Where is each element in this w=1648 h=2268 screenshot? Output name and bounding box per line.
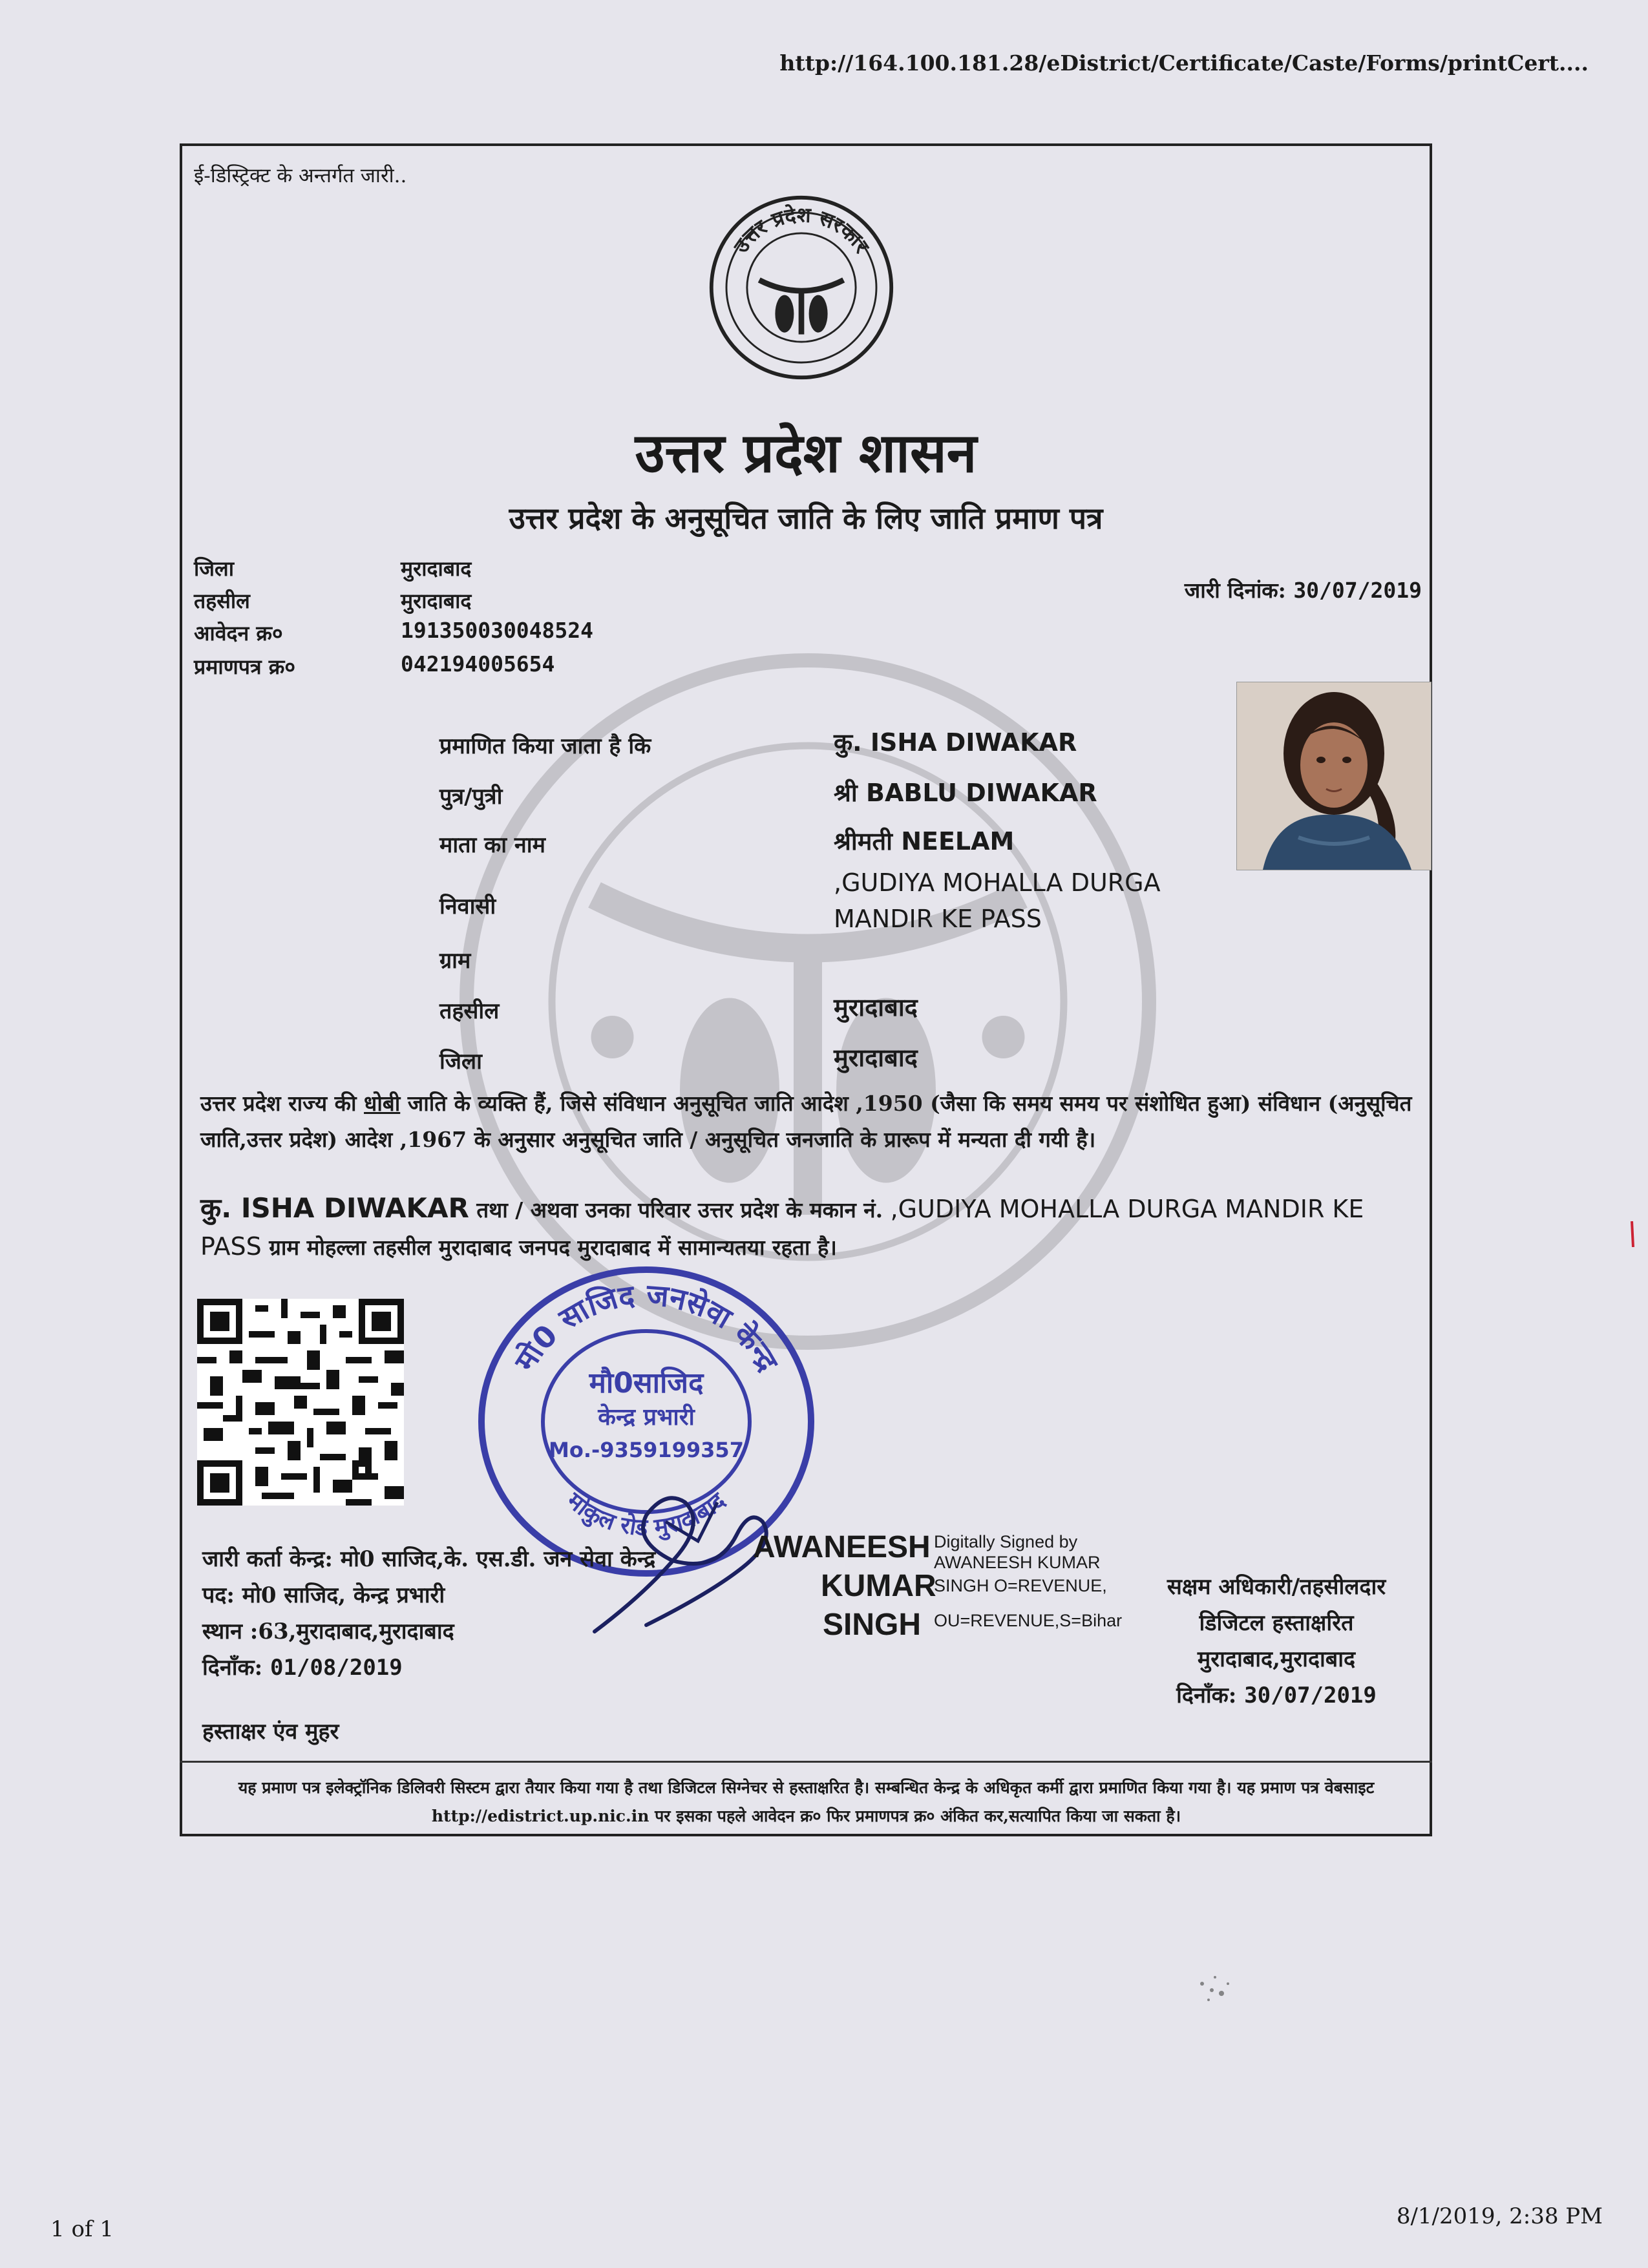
resident-address-line-1: ,GUDIYA MOHALLA DURGA: [834, 868, 1161, 897]
print-timestamp: 8/1/2019, 2:38 PM: [1396, 2203, 1603, 2229]
competent-officer-block: [1125, 1569, 1428, 1714]
digital-signer-name: [753, 1528, 936, 1644]
meta-district-value: मुरादाबाद: [401, 556, 472, 581]
field-mother-label: माता का नाम: [439, 832, 545, 858]
issuing-center-block: [202, 1541, 655, 1686]
scan-smudge-icon: [1183, 1958, 1247, 2022]
father-name: श्री BABLU DIWAKAR: [834, 779, 1097, 807]
mother-name: श्रीमती NEELAM: [834, 827, 1015, 856]
meta-certificate-value: 042194005654: [401, 651, 555, 677]
residence-applicant-name: कु. ISHA DIWAKAR: [200, 1192, 469, 1224]
svg-text:उत्तर प्रदेश सरकार: उत्तर प्रदेश सरकार: [728, 202, 874, 258]
signer-name-line-3: SINGH: [823, 1608, 922, 1642]
field-village-label: ग्राम: [439, 948, 471, 974]
resident-address-line-2: MANDIR KE PASS: [834, 905, 1042, 933]
officer-digital-sign: डिजिटल हस्ताक्षरित: [1199, 1610, 1354, 1636]
residence-address: ,GUDIYA MOHALLA DURGA MANDIR KE PASS: [200, 1195, 1364, 1261]
caste-name: धोबी: [364, 1091, 401, 1116]
declaration-end: जाति के व्यक्ति हैं, जिसे संविधान अनुसूचित जाति आदेश ,1950 (जैसा कि समय समय पर संशोधित हुआ) संविधान (अनुसूचित जाति,उत्तर प्रदेश) आदेश ,1967 के अनुसार अनुसूचित जाति / अनुसूचित जनजाति के प्रारूप में मन्यता दी गयी है।: [200, 1091, 1412, 1152]
resident-address: [834, 865, 1161, 937]
qr-code-icon: [197, 1299, 404, 1506]
svg-text:मोकुल रोड मुरादाबाद: मोकुल रोड मुरादाबाद: [562, 1487, 731, 1542]
meta-tehsil-label: तहसील: [194, 589, 250, 613]
issuing-place: स्थान :63,मुरादाबाद,मुरादाबाद: [202, 1619, 454, 1644]
issuing-post: पद: मो0 साजिद, केन्द्र प्रभारी: [202, 1582, 445, 1608]
certificate-title: उत्तर प्रदेश शासन: [635, 421, 977, 485]
digital-signature-details: [934, 1531, 1122, 1631]
issue-date: [1185, 575, 1422, 604]
stamp-role: केन्द्र प्रभारी: [598, 1404, 695, 1431]
residence-mid: तथा / अथवा उनका परिवार उत्तर प्रदेश के मकान नं.: [469, 1197, 891, 1223]
officer-place: मुरादाबाद,मुरादाबाद: [1197, 1646, 1356, 1672]
officer-date: [1125, 1677, 1428, 1714]
field-tehsil-label: तहसील: [439, 998, 500, 1024]
applicant-photo: [1236, 682, 1431, 870]
meta-certificate-label: प्रमाणपत्र क्र०: [194, 655, 295, 679]
digital-sig-line-3: SINGH O=REVENUE,: [934, 1576, 1107, 1595]
field-child-of-label: पुत्र/पुत्री: [439, 784, 503, 810]
issue-date-value: 30/07/2019: [1293, 578, 1422, 603]
residence-end: ग्राम मोहल्ला तहसील मुरादाबाद जनपद मुरादाबाद में सामान्यतया रहता है।: [261, 1235, 837, 1260]
residence-declaration: [200, 1190, 1428, 1266]
stamp-name: मौ0साजिद: [589, 1367, 704, 1400]
digital-sig-line-4: OU=REVENUE,S=Bihar: [934, 1611, 1123, 1630]
print-url: http://164.100.181.28/eDistrict/Certificate/Caste/Forms/printCert....: [779, 50, 1589, 76]
certificate-subtitle: उत्तर प्रदेश के अनुसूचित जाति के लिए जाति प्रमाण पत्र: [509, 501, 1103, 536]
meta-application-value: 191350030048524: [401, 618, 594, 643]
page-count: 1 of 1: [50, 2216, 114, 2242]
issuing-date: [202, 1650, 655, 1686]
caste-declaration: [200, 1086, 1428, 1158]
stamp-mobile: Mo.-9359199357: [549, 1438, 744, 1462]
issuing-date-label: दिनाँक:: [202, 1655, 263, 1681]
up-govt-emblem-icon: [708, 194, 895, 381]
applicant-name: कु. ISHA DIWAKAR: [834, 728, 1077, 757]
officer-date-label: दिनाँक:: [1176, 1683, 1237, 1708]
svg-text:मो0 साजिद जनसेवा केन्द्र: मो0 साजिद जनसेवा केन्द्र: [507, 1277, 786, 1378]
officer-title: सक्षम अधिकारी/तहसीलदार: [1167, 1574, 1386, 1600]
declaration-start: उत्तर प्रदेश राज्य की: [200, 1091, 364, 1116]
meta-district-label: जिला: [194, 556, 235, 581]
scan-mark-icon: [1625, 1221, 1638, 1247]
digital-sig-line-1: Digitally Signed by: [934, 1532, 1078, 1551]
notice-divider: [180, 1761, 1432, 1763]
signature-and-seal-label: हस्ताक्षर एंव मुहर: [202, 1719, 339, 1745]
field-certified-label: प्रमाणित किया जाता है कि: [439, 733, 651, 759]
officer-date-value: 30/07/2019: [1244, 1683, 1377, 1708]
field-district-label: जिला: [439, 1049, 482, 1075]
meta-application-label: आवेदन क्र०: [194, 621, 283, 646]
signer-name-line-2: KUMAR: [821, 1569, 936, 1603]
field-tehsil-value: मुरादाबाद: [834, 992, 918, 1022]
verification-notice: यह प्रमाण पत्र इलेक्ट्रॉनिक डिलिवरी सिस्टम द्वारा तैयार किया गया है तथा डिजिटल सिग्नेचर से हस्ताक्षरित है। सम्बन्धित केन्द्र के अधिकृत कर्मी द्वारा प्रमाणित किया गया है। यह प्रमाण पत्र वेबसाइट http://edistrict.up.nic.in पर इसका पहले आवेदन क्र० फिर प्रमाणपत्र क्र० अंकित कर,सत्यापित किया जा सकता है।: [238, 1778, 1375, 1825]
signer-name-line-1: AWANEESH: [753, 1530, 931, 1564]
field-district-value: मुरादाबाद: [834, 1043, 918, 1072]
issue-date-label: जारी दिनांक:: [1184, 578, 1286, 603]
issuing-date-value: 01/08/2019: [270, 1655, 403, 1681]
meta-tehsil-value: मुरादाबाद: [401, 589, 472, 613]
field-resident-label: निवासी: [439, 894, 496, 919]
digital-sig-line-2: AWANEESH KUMAR: [934, 1553, 1101, 1572]
issuing-center: जारी कर्ता केन्द्र: मो0 साजिद,के. एस.डी. जन सेवा केन्द्र: [202, 1546, 656, 1572]
applicant-portrait-icon: [1237, 682, 1431, 870]
issued-under-label: ई-डिस्ट्रिक्ट के अन्तर्गत जारी..: [194, 164, 407, 187]
